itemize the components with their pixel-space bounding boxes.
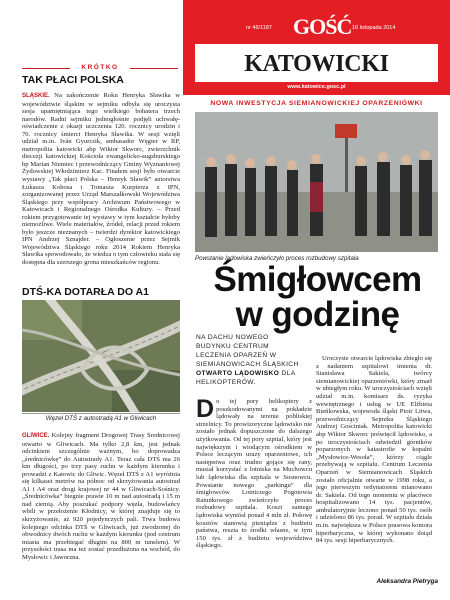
gosc-logo: GOŚĆ xyxy=(293,14,352,39)
article-place: ŚLĄSKIE. xyxy=(22,93,50,99)
article-text: Kolejny fragment Drogowej Trasy Średnicowej otwarto w Gliwicach. Ma tylko 2,8 km, jest jednak odcinkiem szczególnie ważnym, bo doprowadza „średnicówkę” do Autostrady A1. Teraz cała DTŚ ma 26 km długości, po trzy pasy ruchu w każdym kierunku i prowadzi z Katowic do Gliwic. Węzeł DTŚ z A1 wyróżnia się kilkaset metrów na północ od skrzyżowania autostrad A1 i A4 oraz drogi krajowej nr 44 w Gliwicach-Sośnicy. „Średnicówka” biegnie prawie 10 m nad autostradą i 15 m nad ziemią. Aby poszukać podpory węzła, budowlańcy wbili w przełożenie Kłodnicy, w której znajduje się to skrzyżowanie, aż 920 pojedynczych pali. Trwa budowa kolejnego odcinka DTŚ w Gliwicach, już zwodzonej do obwodnicy dwóch ruchu w każdym kierunku (pod centrum miasta ma przebiegać długim na 800 m tunelem). W przyszłości trasa ma też zostać przedłużona na wschód, do Mysłowic i Jaworzna. xyxy=(22,432,180,561)
headline-line-2: w godzinę xyxy=(235,295,400,334)
issue-number: nr 46/1187 xyxy=(246,25,272,31)
photo-caption-main: Powstanie lądowiska zwieńczyło proces rozbudowy szpitala xyxy=(195,255,359,262)
ceremony-photo-illustration xyxy=(195,112,438,252)
deck-text-1: NA DACHU NOWEGO BUDYNKU CENTRUM LECZENIA OPARZEŃ W SIEMIANOWICACH ŚLĄSKICH xyxy=(196,334,299,368)
left-column xyxy=(0,0,183,600)
section-kicker: KRÓTKO xyxy=(22,64,178,71)
masthead-url[interactable]: www.katowice.gosc.pl xyxy=(287,84,346,90)
aerial-road-photo xyxy=(22,300,180,412)
article-author: Aleksandra Pietryga xyxy=(376,578,438,585)
article-column-1 xyxy=(196,398,312,588)
headline-line-1: Śmigłowcem xyxy=(213,260,422,299)
article-body-tak-placi-polska xyxy=(22,92,180,277)
deck-text-2: DLA HELIKOPTERÓW. xyxy=(196,370,296,386)
main-headline xyxy=(196,262,439,332)
column-1-text: o tej pory helikoptery z poszkodowanymi na pokładzie lądowały na terenie pobliskiej strzelnicy. To prowizoryczne lądowisko nie zostało jednak dopuszczone do dalszego użytkowania. Od tej pory szpital, który jest największym i wiodącym ośrodkiem w Polsce leczącym urazy oparzeniowe, ich następstwa oraz trudno gojące się rany, musiał korzystać z lotniska na Muchowcu lub lądowiska dla szpitala w Sosnowcu. Powstanie nowego „parkingu” dla śmigłowców Lotniczego Pogotowia Ratunkowego zwieńczyło proces rozbudowy szpitala. Koszt samego lądowiska wyniósł ponad 4 mln zł. Połowę kosztów stanowią pieniądze z budżetu państwa, reszta to środki własne, w tym 150 tys. zł z budżetu województwa śląskiego. xyxy=(196,398,312,550)
article-place: GLIWICE. xyxy=(22,433,50,439)
main-photo xyxy=(195,112,438,252)
article-title-dts-a1: DTŚ-KA DOTARŁA DO A1 xyxy=(22,286,149,298)
column-2-text: Uroczyste otwarcie lądowiska zbiegło się z nadaniem szpitalowi imienia dr. Stanisława Sakiela, twórcy siemianowickiej oparzeniówki, który zmarł w ubiegłym roku. W uroczystościach wzięli udział m.in. komisarz ds. ryzyka wewnętrznego i usług w UE Elżbieta Bieńkowska, wojewoda śląski Piotr Litwa, przewodniczący Sejmiku Śląskiego Andrzej Gościniak. Metropolita katowicki abp Wiktor Skworc poświęcił lądowisko, a po uroczystościach odwiedził górników poparzonych w katastrofie w kopalni „Mysłowice-Wesoła”, którzy ciągle przebywają w szpitalu. Centrum Leczenia Oparzeń w Siemianowicach Śląskich zostało oficjalnie otwarte w 1998 roku, a jego pierwszym ordynatorem mianowano dr. Sakiela. Od tego momentu w placówce hospitalizowano 14 tys. pacjentów, ambulatoryjnie leczono ponad 50 tys. osób i udzielono 86 tys. porad. W szpitalu działa m.in. największa w Polsce prasowa komora hiperbaryczna, w której wykonano dotąd 84 tys. sesji hiperbarycznych. xyxy=(316,355,432,545)
photo-caption-dts: Węzeł DTŚ z autostradą A1 w Gliwicach xyxy=(22,415,180,422)
masthead-title: KATOWICKI xyxy=(244,51,389,77)
strapline: NOWA INWESTYCJA SIEMIANOWICKIEJ OPARZENIÓWKI xyxy=(210,100,423,107)
issue-date: 16 listopada 2014 xyxy=(352,25,396,31)
drop-cap: D xyxy=(196,398,215,423)
article-column-2 xyxy=(316,355,432,580)
article-text: Na zakończenie Roku Henryka Sławika w województwie śląskim w sejmiku odbyła się uroczysta sesja upamiętniająca tego wielkiego bohatera trzech narodów. Radni sejmiku jednogłośnie podjęli uchwałę-oświadczenie z okazji uczczenia 120. rocznicy urodzin i 70. rocznicy śmierci Henryka Sławika. W sesji wzięli udział m.in. Iván Gyurcsik, ambasador Węgier w RP, metropolita katowicki abp Wiktor Skworc, zwierzchnik diecezji katowickiej Kościoła ewangelicko-augsburskiego bp Marian Niemiec i przewodniczący Gminy Wyznaniowej Żydowskiej Włodzimierz Kac. Finałem sesji było otwarcie wystawy „Tak płaci Polska – Henryk Sławik” autorstwa Łukasza Kobosa i Tomasza Kurpierza z IPN, zorganizowanej przez Urząd Marszałkowski Województwa Śląskiego przy współpracy Archiwum Państwowego w Katowicach i Regionalnego Ośrodka Kultury. – Przed rokiem przygotowanie tej wystawy w tym kształcie byłoby niemożliwe. Wiele materiałów, źródeł, relacji przed rokiem było jeszcze nieznanych – twierdzi dyrektor katowickiego IPN Andrzej Sznajder. – Ogłoszenie przez Sejmik Województwa Śląskiego roku 2014 Rokiem Henryka Sławika spowodowało, że wiedza o tym człowieku stała się dostępna dla szerszego grona mieszkańców regionu. xyxy=(22,92,180,267)
deck-bold: OTWARTO LĄDOWISKO xyxy=(196,370,280,377)
article-body-dts-a1 xyxy=(22,432,180,592)
aerial-road-illustration xyxy=(22,300,180,412)
article-deck xyxy=(196,333,300,387)
article-title-tak-placi-polska: TAK PŁACI POLSKA xyxy=(22,74,124,86)
